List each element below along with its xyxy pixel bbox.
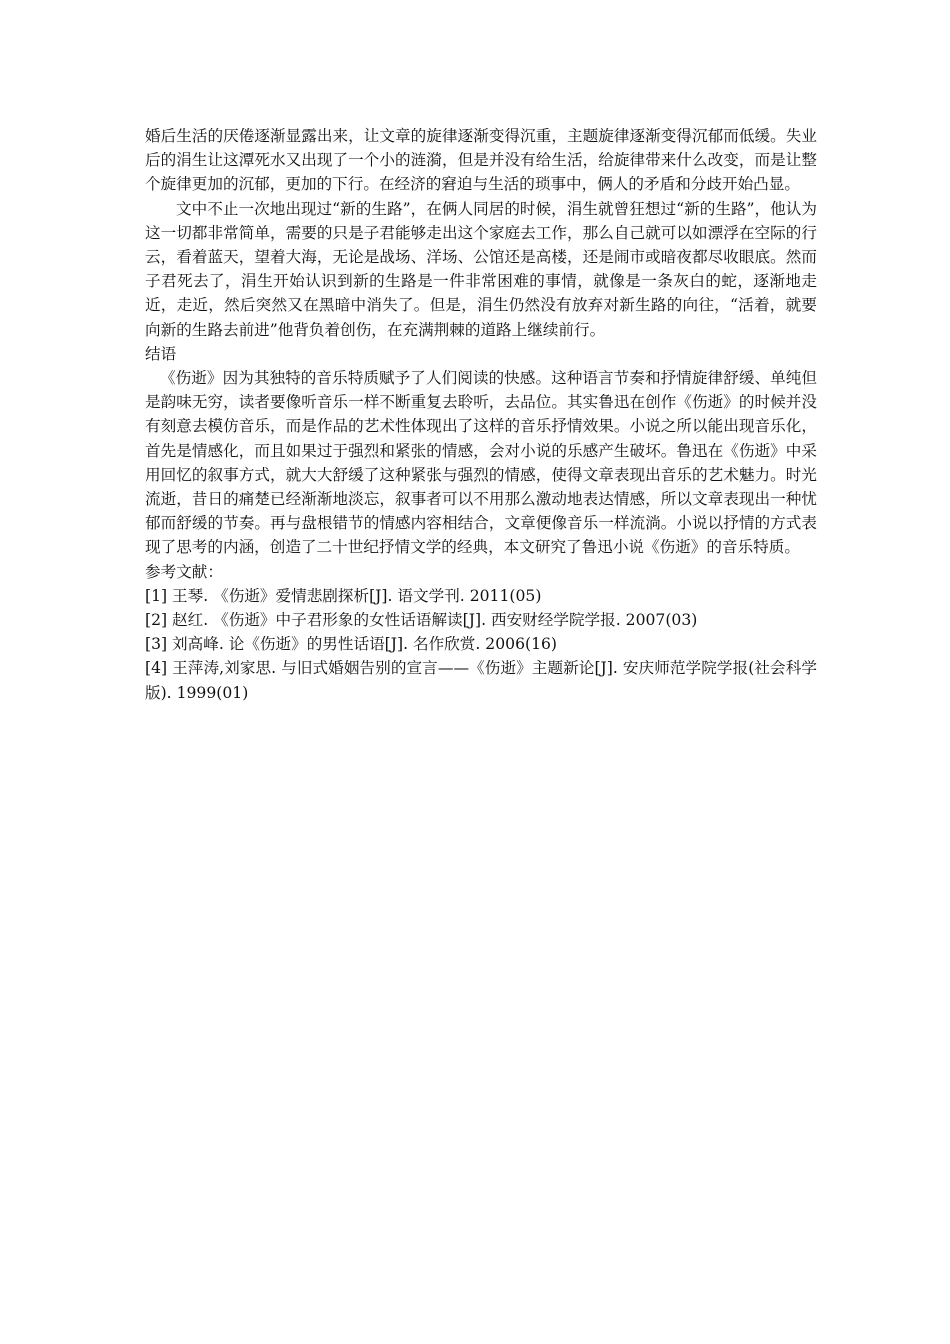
conclusion-heading: 结语 — [145, 344, 177, 363]
conclusion-paragraph: 《伤逝》因为其独特的音乐特质赋予了人们阅读的快感。这种语言节奏和抒情旋律舒缓、单纯但是韵味无穷，读者要像听音乐一样不断重复去聆听，去品位。其实鲁迅在创作《伤逝》的时候并没有刻意去模仿音乐，而是作品的艺术性体现出了这样的音乐抒情效果。小说之所以能出现音乐化，首先是情感化，而且如果过于强烈和紧张的情感，会对小说的乐感产生破坏。鲁迅在《伤逝》中采用回忆的叙事方式，就大大舒缓了这种紧张与强烈的情感，使得文章表现出音乐的艺术魅力。时光流逝，昔日的痛楚已经渐渐地淡忘，叙事者可以不用那么激动地表达情感，所以文章表现出一种忧郁而舒缓的节奏。再与盘根错节的情感内容相结合，文章便像音乐一样流淌。小说以抒情的方式表现了思考的内涵，创造了二十世纪抒情文学的经典，本文研究了鲁迅小说《伤逝》的音乐特质。 — [145, 369, 817, 557]
document-body — [145, 124, 817, 705]
reference-item: [3] 刘高峰. 论《伤逝》的男性话语[J]. 名作欣赏. 2006(16) — [145, 635, 557, 654]
paragraph-new-path: 文中不止一次地出现过“新的生路”，在俩人同居的时候，涓生就曾狂想过“新的生路”，他认为这一切都非常简单，需要的只是子君能够走出这个家庭去工作，那么自己就可以如漂浮在空际的行云，看着蓝天，望着大海，无论是战场、洋场、公馆还是高楼，还是闹市或暗夜都尽收眼底。然而子君死去了，涓生开始认识到新的生路是一件非常困难的事情，就像是一条灰白的蛇，逐渐地走近，走近，然后突然又在黑暗中消失了。但是，涓生仍然没有放弃对新生路的向往，“活着，就要向新的生路去前进”他背负着创伤，在充满荆棘的道路上继续前行。 — [145, 199, 817, 339]
reference-item: [4] 王萍涛,刘家思. 与旧式婚姻告别的宣言——《伤逝》主题新论[J]. 安庆师范学院学报(社会科学版). 1999(01) — [145, 659, 817, 702]
reference-item: [1] 王琴. 《伤逝》爱情悲剧探析[J]. 语文学刊. 2011(05) — [145, 586, 542, 605]
reference-list — [145, 584, 817, 705]
references-heading: 参考文献： — [145, 562, 223, 581]
paragraph-marriage-weariness: 婚后生活的厌倦逐渐显露出来，让文章的旋律逐渐变得沉重，主题旋律逐渐变得沉郁而低缓。失业后的涓生让这潭死水又出现了一个小的涟漪，但是并没有给生活，给旋律带来什么改变，而是让整个旋律更加的沉郁，更加的下行。在经济的窘迫与生活的琐事中，俩人的矛盾和分歧开始凸显。 — [145, 127, 817, 194]
reference-item: [2] 赵红. 《伤逝》中子君形象的女性话语解读[J]. 西安财经学院学报. 2007(03) — [145, 611, 698, 630]
